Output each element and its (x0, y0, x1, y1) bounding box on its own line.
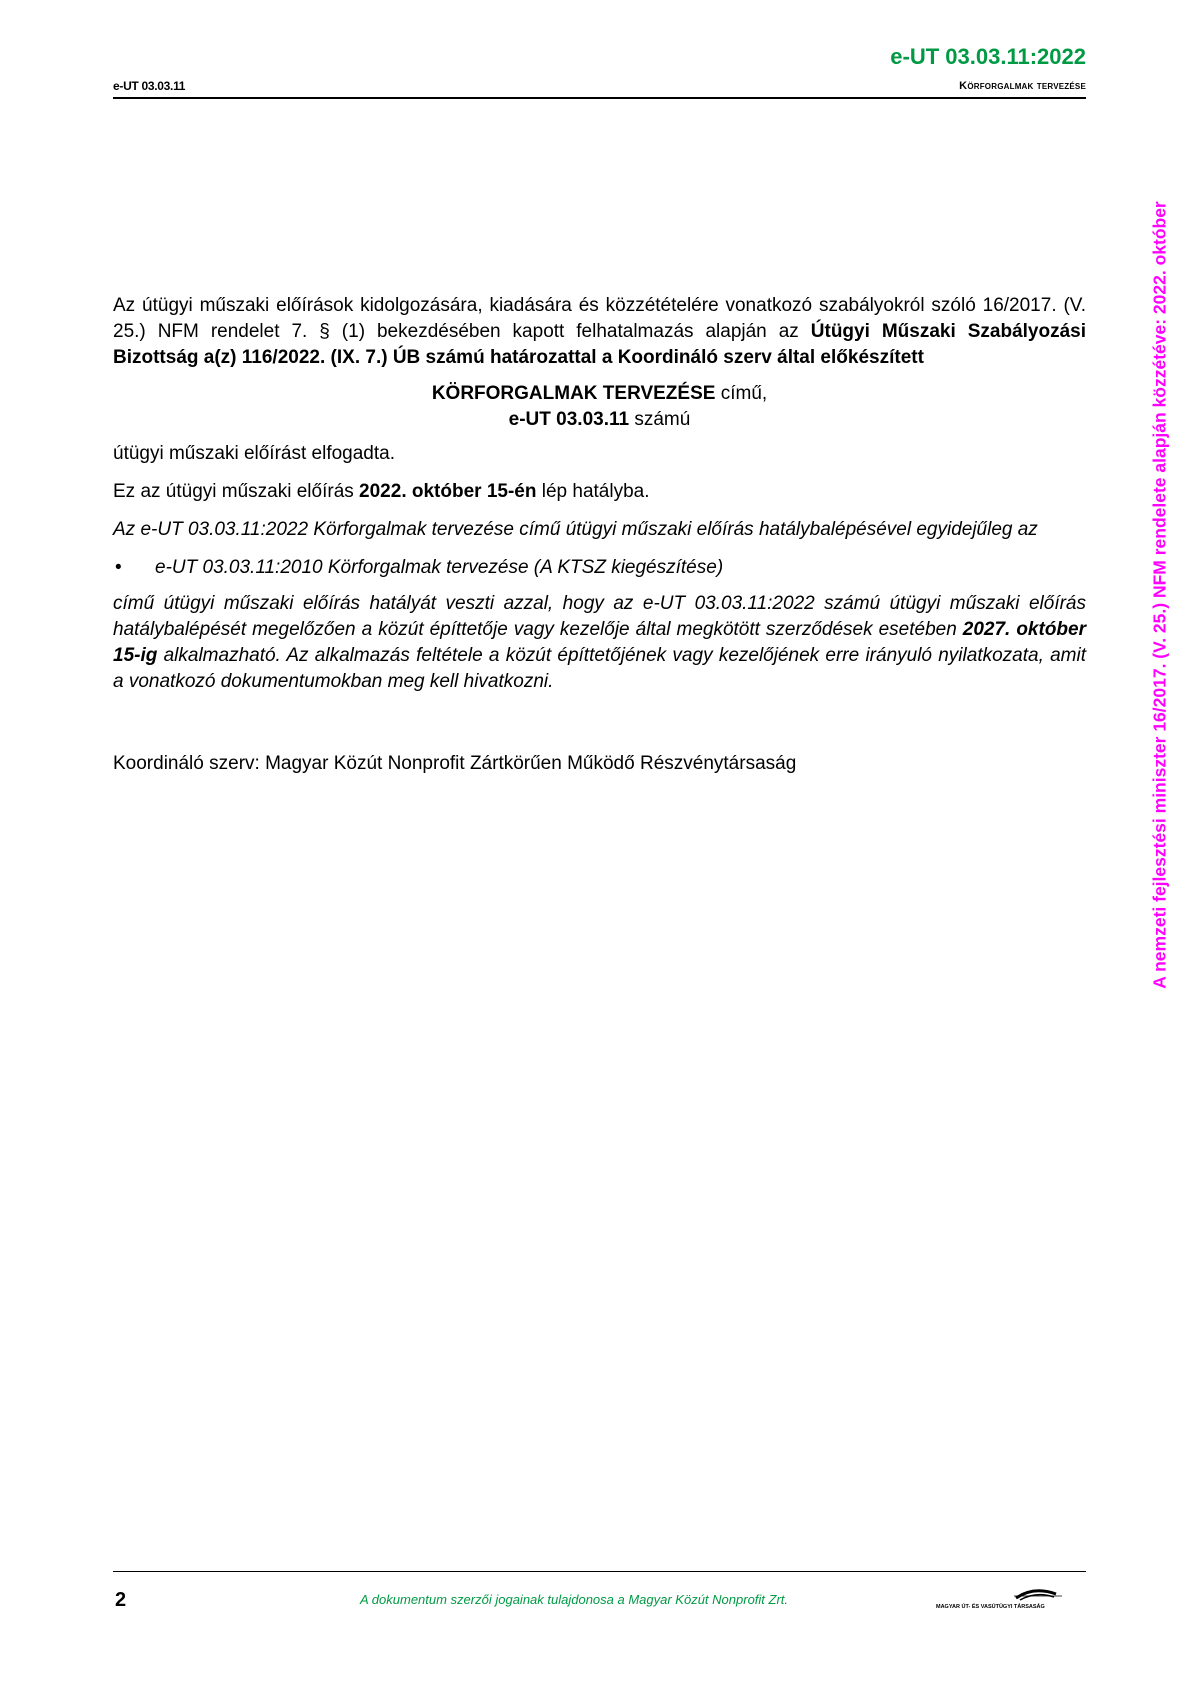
standard-title: KÖRFORGALMAK TERVEZÉSE (431, 383, 716, 404)
effective-paragraph (113, 479, 1086, 505)
standard-code: e-UT 03.03.11 (508, 409, 630, 430)
intro-text: Az útügyi műszaki előírások kidolgozására, kiadására és közzétételére vonatkozó szabályokról szóló 16/2017. (V. 25.) NFM rendelet 7. § (1) bekezdésében kapott felhatalmazás alapján az (113, 295, 1086, 342)
document-code: e-UT 03.03.11:2022 (890, 44, 1086, 69)
repeal-date: 2027. október 15-ig (113, 619, 1087, 666)
repeal-paragraph (113, 591, 1086, 695)
standard-title-line (113, 381, 1086, 407)
header-rule (113, 97, 1086, 99)
society-logo-icon (930, 1584, 1086, 1618)
standard-code-line (113, 407, 1086, 433)
standard-code-suffix: számú (629, 409, 691, 430)
header-right-title: Körforgalmak tervezése (959, 80, 1086, 92)
repealed-standard-item (113, 555, 1086, 581)
repealed-standard-text: e-UT 03.03.11:2010 Körforgalmak tervezése (A KTSZ kiegészítése) (155, 557, 724, 578)
effective-date: 2022. október 15-én (359, 481, 537, 502)
footer-rule (113, 1571, 1086, 1572)
document-body (113, 293, 1086, 777)
publication-sidebar-note: A nemzeti fejlesztési miniszter 16/2017. (V. 25.) NFM rendelete alapján közzétéve: 2022. október (1149, 201, 1170, 989)
accepted-text: útügyi műszaki előírást elfogadta. (113, 443, 395, 464)
standard-title-suffix: című, (715, 383, 768, 404)
header-left-code: e-UT 03.03.11 (113, 79, 186, 93)
page-number: 2 (115, 1589, 127, 1611)
repeal-text: című útügyi műszaki előírás hatályát veszti azzal, hogy az e-UT 03.03.11:2022 számú útügyi műszaki előírás hatálybalépését megelőzően a közút építtetője vagy kezelője által megkötött szerződések esetében (113, 593, 1086, 640)
intro-bold-text: Útügyi Műszaki Szabályozási Bizottság a(z) 116/2022. (IX. 7.) ÚB számú határozattal a Koordináló szerv által előkészített (113, 321, 1086, 368)
bullet-icon: • (115, 557, 122, 578)
intro-paragraph (113, 293, 1086, 371)
logo-text: MAGYAR ÚT- ÉS VASÚTÜGYI TÁRSASÁG (936, 1604, 1045, 1610)
effective-text-end: lép hatályba. (536, 481, 650, 502)
coordinator-text: Koordináló szerv: Magyar Közút Nonprofit Zártkörűen Működő Részvénytársaság (113, 753, 797, 774)
replacement-intro: Az e-UT 03.03.11:2022 Körforgalmak tervezése című útügyi műszaki előírás hatálybalépésével egyidejűleg az (113, 519, 1038, 540)
copyright-note: A dokumentum szerzői jogainak tulajdonosa a Magyar Közút Nonprofit Zrt. (360, 1592, 789, 1607)
repeal-text-end: alkalmazható. Az alkalmazás feltétele a közút építtetőjének vagy kezelőjének erre irányuló nyilatkozata, amit a vonatkozó dokumentumokban meg kell hivatkozni. (113, 645, 1086, 692)
effective-text: Ez az útügyi műszaki előírás (113, 481, 360, 502)
